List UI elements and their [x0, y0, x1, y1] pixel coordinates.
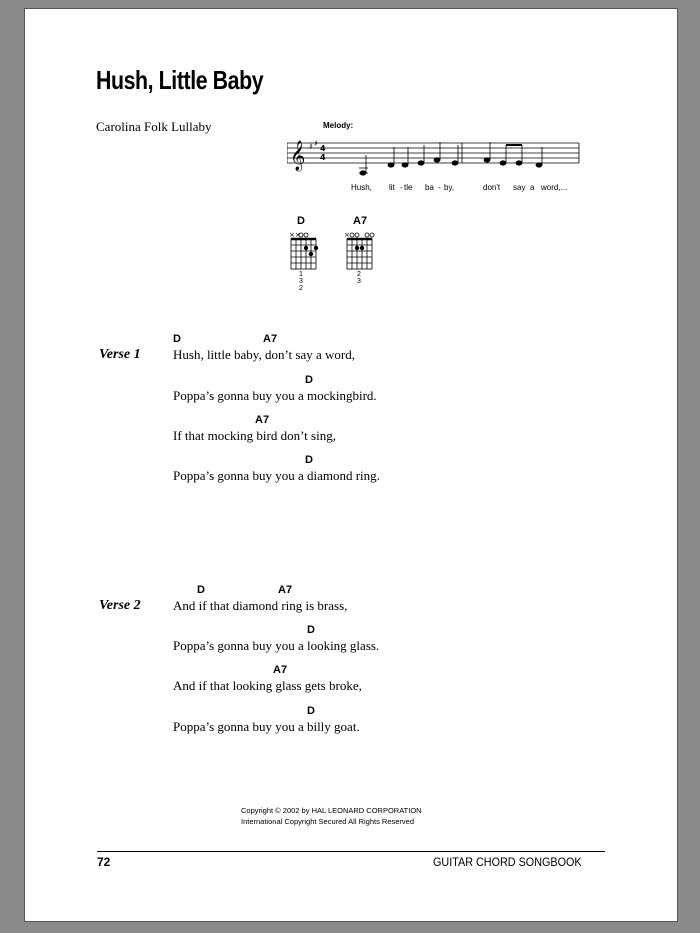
chord-grid [343, 227, 379, 277]
melody-staff [287, 133, 587, 183]
melody-lyric: - [438, 183, 441, 192]
chord-symbol: D [307, 705, 315, 717]
chord-symbol: D [305, 454, 313, 466]
melody-lyric: say [513, 183, 526, 192]
book-title: GUITAR CHORD SONGBOOK [433, 855, 582, 869]
chord-symbol: D [197, 584, 205, 596]
lyric-line: Hush, little baby, don’t say a word, [173, 347, 355, 362]
page-number: 72 [97, 855, 111, 869]
copyright-line: International Copyright Secured All Rights Reserved [241, 817, 415, 826]
verse-2-label: Verse 2 [99, 598, 141, 613]
melody-lyric: lit [389, 183, 395, 192]
chord-symbol: A7 [278, 584, 293, 596]
lyric-line: Poppa’s gonna buy you a billy goat. [173, 719, 360, 734]
chord-fingering: 1 3 2 [299, 271, 303, 292]
lyric-line: Poppa’s gonna buy you a looking glass. [173, 638, 380, 653]
lyric-line: Poppa’s gonna buy you a diamond ring. [173, 468, 380, 483]
chord-diagram-name: A7 [353, 215, 368, 227]
melody-lyric: a [530, 183, 535, 192]
svg-text:4: 4 [320, 153, 326, 162]
melody-lyric: by, [444, 183, 455, 192]
svg-text:♯: ♯ [314, 139, 318, 148]
chord-symbol: D [307, 624, 315, 636]
composer-credit: Carolina Folk Lullaby [96, 119, 212, 134]
lyric-line: And if that diamond ring is brass, [173, 598, 348, 613]
melody-lyric: don't [483, 183, 501, 192]
lyric-line: If that mocking bird don’t sing, [173, 428, 336, 443]
melody-lyric: - [400, 183, 403, 192]
copyright-line: Copyright © 2002 by HAL LEONARD CORPORATION [241, 806, 422, 815]
melody-label: Melody: [323, 121, 354, 130]
melody-lyric: Hush, [351, 183, 372, 192]
chord-grid [287, 227, 323, 277]
chord-fingering: 2 3 [357, 271, 361, 285]
svg-text:♯: ♯ [309, 142, 313, 151]
chord-diagram-name: D [297, 215, 305, 227]
melody-lyric: tle [404, 183, 413, 192]
chord-symbol: A7 [273, 664, 288, 676]
sheet-page [24, 8, 678, 922]
lyric-line: Poppa’s gonna buy you a mockingbird. [173, 388, 377, 403]
svg-text:×: × [344, 231, 350, 239]
svg-text:𝄞: 𝄞 [290, 141, 306, 171]
footer-rule [97, 851, 605, 852]
melody-lyric: ba [425, 183, 434, 192]
verse-1-label: Verse 1 [99, 347, 141, 362]
chord-symbol: A7 [255, 414, 270, 426]
lyric-line: And if that looking glass gets broke, [173, 678, 362, 693]
chord-symbol: D [305, 374, 313, 386]
svg-text:××: ×× [289, 231, 301, 239]
chord-symbol: A7 [263, 333, 278, 345]
svg-text:4: 4 [320, 144, 326, 153]
melody-lyric: word,... [541, 183, 568, 192]
song-title: Hush, Little Baby [96, 65, 264, 95]
chord-symbol: D [173, 333, 181, 345]
